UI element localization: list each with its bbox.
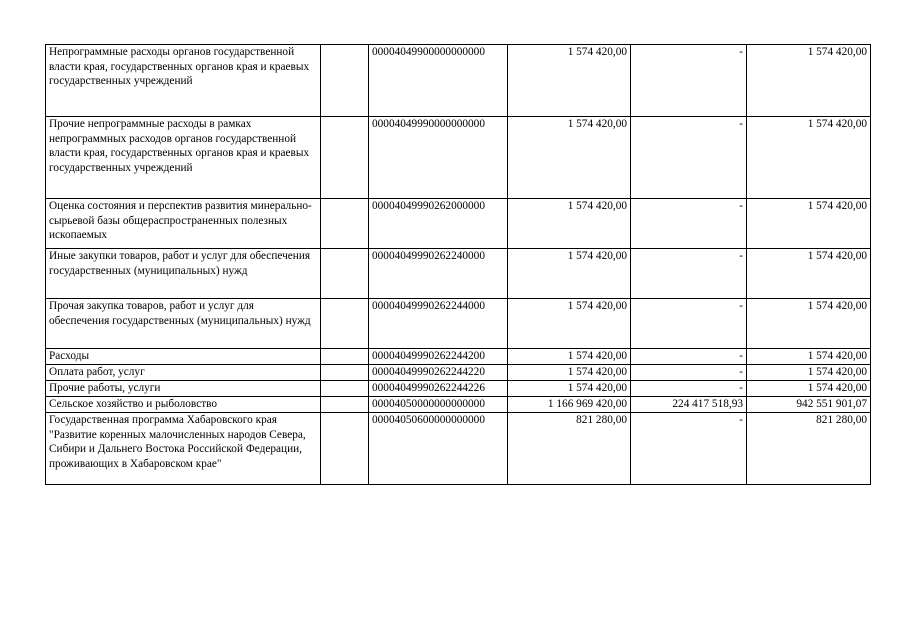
executed-amount: - — [631, 299, 747, 349]
approved-amount: 1 574 420,00 — [508, 381, 631, 397]
empty-cell — [321, 413, 369, 485]
table-row — [46, 349, 871, 365]
approved-amount: 1 574 420,00 — [508, 117, 631, 199]
budget-code: 00004049990000000000 — [369, 117, 508, 199]
budget-code: 00004049990262240000 — [369, 249, 508, 299]
unexecuted-amount: 942 551 901,07 — [747, 397, 871, 413]
table-row — [46, 199, 871, 249]
executed-amount: - — [631, 413, 747, 485]
empty-cell — [321, 365, 369, 381]
empty-cell — [321, 299, 369, 349]
expense-name: Государственная программа Хабаровского края "Развитие коренных малочисленных народов Севера, Сибири и Дальнего Востока Российской Федерации, проживающих в Хабаровском крае" — [46, 413, 321, 485]
approved-amount: 821 280,00 — [508, 413, 631, 485]
empty-cell — [321, 381, 369, 397]
table-row — [46, 249, 871, 299]
executed-amount: 224 417 518,93 — [631, 397, 747, 413]
unexecuted-amount: 1 574 420,00 — [747, 117, 871, 199]
executed-amount: - — [631, 117, 747, 199]
empty-cell — [321, 249, 369, 299]
empty-cell — [321, 349, 369, 365]
expense-name: Оценка состояния и перспектив развития минерально-сырьевой базы общераспространенных полезных ископаемых — [46, 199, 321, 249]
unexecuted-amount: 1 574 420,00 — [747, 199, 871, 249]
budget-code: 00004050600000000000 — [369, 413, 508, 485]
empty-cell — [321, 397, 369, 413]
table-row — [46, 117, 871, 199]
budget-code: 00004049990262244220 — [369, 365, 508, 381]
approved-amount: 1 574 420,00 — [508, 199, 631, 249]
executed-amount: - — [631, 199, 747, 249]
expense-name: Расходы — [46, 349, 321, 365]
table-row — [46, 413, 871, 485]
executed-amount: - — [631, 45, 747, 117]
table-row — [46, 397, 871, 413]
expense-name: Прочие работы, услуги — [46, 381, 321, 397]
unexecuted-amount: 821 280,00 — [747, 413, 871, 485]
empty-cell — [321, 117, 369, 199]
executed-amount: - — [631, 381, 747, 397]
approved-amount: 1 574 420,00 — [508, 299, 631, 349]
executed-amount: - — [631, 249, 747, 299]
table-body — [46, 45, 871, 485]
budget-code: 00004049990262244000 — [369, 299, 508, 349]
expense-name: Иные закупки товаров, работ и услуг для обеспечения государственных (муниципальных) нужд — [46, 249, 321, 299]
budget-code: 00004050000000000000 — [369, 397, 508, 413]
budget-code: 00004049900000000000 — [369, 45, 508, 117]
approved-amount: 1 574 420,00 — [508, 365, 631, 381]
table-row — [46, 299, 871, 349]
budget-code: 00004049990262000000 — [369, 199, 508, 249]
expense-name: Прочая закупка товаров, работ и услуг для обеспечения государственных (муниципальных) нужд — [46, 299, 321, 349]
table-row — [46, 365, 871, 381]
approved-amount: 1 574 420,00 — [508, 249, 631, 299]
table-row — [46, 45, 871, 117]
budget-code: 00004049990262244226 — [369, 381, 508, 397]
expense-name: Прочие непрограммные расходы в рамках непрограммных расходов органов государственной власти края, государственных органов края и краевых государственных учреждений — [46, 117, 321, 199]
table-row — [46, 381, 871, 397]
unexecuted-amount: 1 574 420,00 — [747, 365, 871, 381]
empty-cell — [321, 45, 369, 117]
expense-name: Непрограммные расходы органов государственной власти края, государственных органов края и краевых государственных учреждений — [46, 45, 321, 117]
unexecuted-amount: 1 574 420,00 — [747, 381, 871, 397]
expense-name: Оплата работ, услуг — [46, 365, 321, 381]
unexecuted-amount: 1 574 420,00 — [747, 249, 871, 299]
approved-amount: 1 574 420,00 — [508, 45, 631, 117]
executed-amount: - — [631, 365, 747, 381]
expense-name: Сельское хозяйство и рыболовство — [46, 397, 321, 413]
executed-amount: - — [631, 349, 747, 365]
budget-code: 00004049990262244200 — [369, 349, 508, 365]
empty-cell — [321, 199, 369, 249]
approved-amount: 1 574 420,00 — [508, 349, 631, 365]
unexecuted-amount: 1 574 420,00 — [747, 45, 871, 117]
approved-amount: 1 166 969 420,00 — [508, 397, 631, 413]
unexecuted-amount: 1 574 420,00 — [747, 349, 871, 365]
budget-table — [45, 44, 871, 485]
unexecuted-amount: 1 574 420,00 — [747, 299, 871, 349]
